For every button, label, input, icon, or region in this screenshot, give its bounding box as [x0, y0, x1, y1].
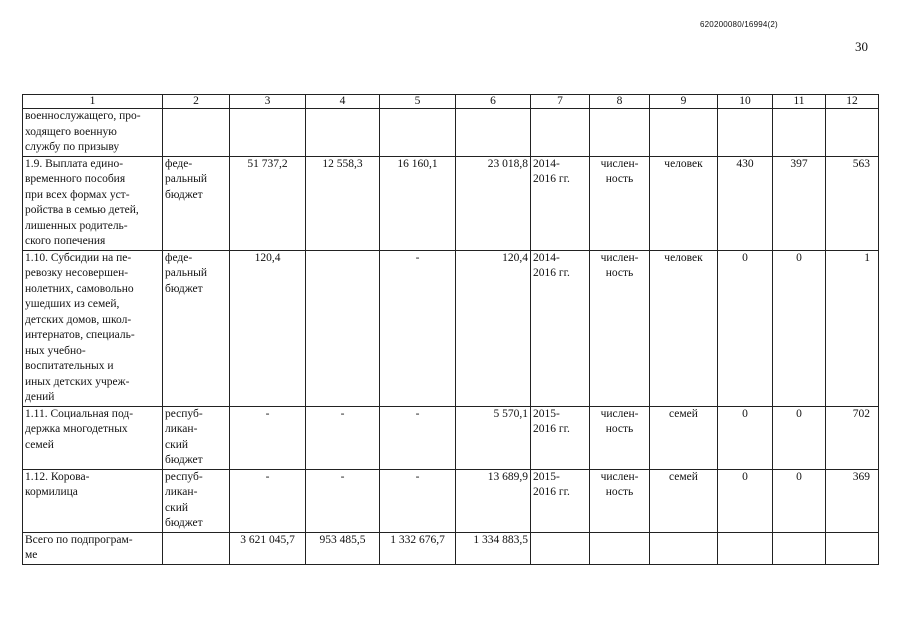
value-cell: 0: [718, 250, 773, 406]
column-header: 1: [23, 95, 163, 109]
year-amount-cell: 1 334 883,5: [456, 532, 531, 564]
total-amount-cell: 51 737,2: [230, 156, 306, 250]
document-id: 620200080/16994(2): [700, 20, 778, 29]
indicator-cell: [590, 109, 650, 157]
indicator-cell: числен- ность: [590, 469, 650, 532]
description-cell: 1.11. Социальная под- держка многодетных семей: [23, 406, 163, 469]
column-header: 3: [230, 95, 306, 109]
description-cell: 1.10. Субсидии на пе- ревозку несовершен- нолетних, самовольно ушедших из семей, детских домов, школ- интернатов, специаль- ных учебно- воспитательных и иных детских учреж- дений: [23, 250, 163, 406]
value-cell: 0: [773, 469, 826, 532]
value-cell: [773, 532, 826, 564]
column-header: 8: [590, 95, 650, 109]
column-header: 12: [826, 95, 879, 109]
year-amount-cell: -: [306, 406, 380, 469]
period-cell: 2015- 2016 гг.: [531, 406, 590, 469]
funding-source-cell: респуб- ликан- ский бюджет: [163, 406, 230, 469]
description-cell: военнослужащего, про- ходящего военную службу по призыву: [23, 109, 163, 157]
year-amount-cell: [306, 109, 380, 157]
table-row: [23, 156, 879, 250]
year-amount-cell: [306, 250, 380, 406]
period-cell: 2015- 2016 гг.: [531, 469, 590, 532]
total-amount-cell: -: [230, 406, 306, 469]
funding-source-cell: феде- ральный бюджет: [163, 250, 230, 406]
table-row: [23, 250, 879, 406]
table-row: [23, 406, 879, 469]
column-header: 11: [773, 95, 826, 109]
table-row: [23, 109, 879, 157]
column-header: 10: [718, 95, 773, 109]
value-cell: [718, 109, 773, 157]
unit-cell: [650, 109, 718, 157]
funding-source-cell: [163, 109, 230, 157]
description-cell: 1.9. Выплата едино- временного пособия при всех формах уст- ройства в семью детей, лишенных родитель- ского попечения: [23, 156, 163, 250]
table-row: [23, 469, 879, 532]
year-amount-cell: 5 570,1: [456, 406, 531, 469]
unit-cell: [650, 532, 718, 564]
year-amount-cell: [456, 109, 531, 157]
funding-source-cell: респуб- ликан- ский бюджет: [163, 469, 230, 532]
column-number-row: [23, 95, 879, 109]
description-cell: 1.12. Корова- кормилица: [23, 469, 163, 532]
value-cell: 0: [773, 250, 826, 406]
column-header: 5: [380, 95, 456, 109]
year-amount-cell: 16 160,1: [380, 156, 456, 250]
indicator-cell: числен- ность: [590, 406, 650, 469]
indicator-cell: числен- ность: [590, 250, 650, 406]
value-cell: 0: [718, 469, 773, 532]
unit-cell: человек: [650, 250, 718, 406]
year-amount-cell: 23 018,8: [456, 156, 531, 250]
page-number: 30: [855, 39, 868, 54]
total-amount-cell: 120,4: [230, 250, 306, 406]
total-amount-cell: 3 621 045,7: [230, 532, 306, 564]
value-cell: 0: [773, 406, 826, 469]
year-amount-cell: 120,4: [456, 250, 531, 406]
value-cell: 702: [826, 406, 879, 469]
period-cell: 2014- 2016 гг.: [531, 156, 590, 250]
value-cell: [718, 532, 773, 564]
value-cell: [826, 532, 879, 564]
total-amount-cell: -: [230, 469, 306, 532]
value-cell: 563: [826, 156, 879, 250]
column-header: 7: [531, 95, 590, 109]
year-amount-cell: -: [380, 406, 456, 469]
period-cell: [531, 109, 590, 157]
period-cell: [531, 532, 590, 564]
year-amount-cell: -: [380, 469, 456, 532]
unit-cell: человек: [650, 156, 718, 250]
year-amount-cell: 953 485,5: [306, 532, 380, 564]
program-table: [22, 94, 879, 565]
year-amount-cell: -: [306, 469, 380, 532]
description-cell: Всего по подпрограм- ме: [23, 532, 163, 564]
funding-source-cell: [163, 532, 230, 564]
year-amount-cell: [380, 109, 456, 157]
value-cell: [773, 109, 826, 157]
value-cell: 369: [826, 469, 879, 532]
period-cell: 2014- 2016 гг.: [531, 250, 590, 406]
value-cell: [826, 109, 879, 157]
unit-cell: семей: [650, 406, 718, 469]
unit-cell: семей: [650, 469, 718, 532]
column-header: 9: [650, 95, 718, 109]
funding-source-cell: феде- ральный бюджет: [163, 156, 230, 250]
column-header: 6: [456, 95, 531, 109]
value-cell: 1: [826, 250, 879, 406]
year-amount-cell: 12 558,3: [306, 156, 380, 250]
year-amount-cell: -: [380, 250, 456, 406]
column-header: 4: [306, 95, 380, 109]
table-row: [23, 532, 879, 564]
column-header: 2: [163, 95, 230, 109]
value-cell: 430: [718, 156, 773, 250]
indicator-cell: числен- ность: [590, 156, 650, 250]
indicator-cell: [590, 532, 650, 564]
value-cell: 0: [718, 406, 773, 469]
year-amount-cell: 1 332 676,7: [380, 532, 456, 564]
total-amount-cell: [230, 109, 306, 157]
year-amount-cell: 13 689,9: [456, 469, 531, 532]
value-cell: 397: [773, 156, 826, 250]
